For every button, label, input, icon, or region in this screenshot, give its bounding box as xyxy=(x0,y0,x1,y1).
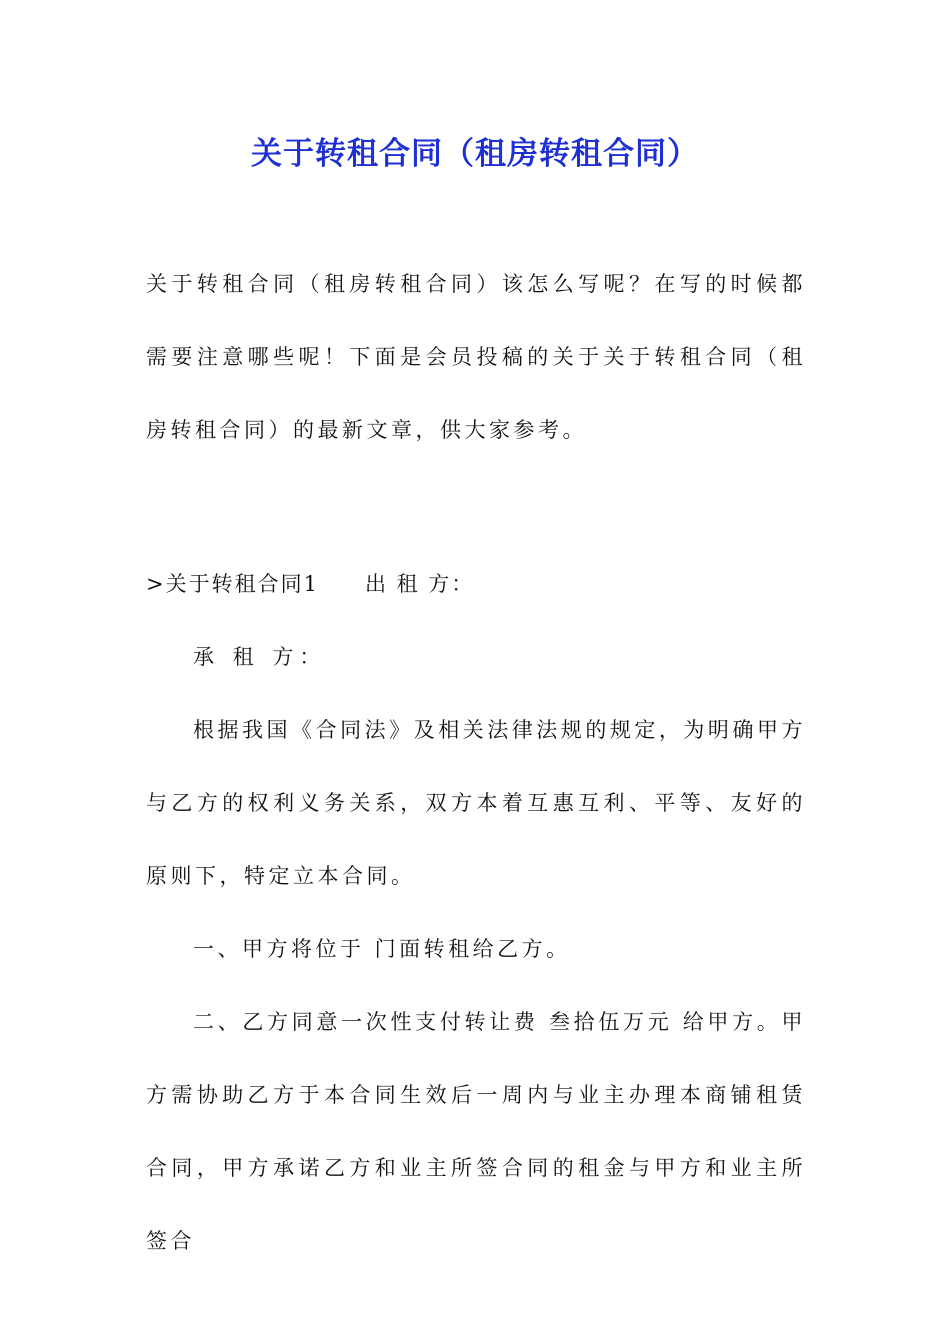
intro-paragraph: 关于转租合同（租房转租合同）该怎么写呢？在写的时候都需要注意哪些呢！下面是会员投稿的关于关于转租合同（租房转租合同）的最新文章，供大家参考。 xyxy=(146,272,806,442)
clause-two: 二、乙方同意一次性支付转让费 叁拾伍万元 给甲方。甲方需协助乙方于本合同生效后一周内与业主办理本商铺租赁合同，甲方承诺乙方和业主所签合同的租金与甲方和业主所签合 xyxy=(146,1010,806,1253)
document-title: 关于转租合同（租房转租合同） xyxy=(251,136,699,172)
basis-paragraph: 根据我国《合同法》及相关法律法规的规定，为明确甲方与乙方的权利义务关系，双方本着互惠互利、平等、友好的原则下，特定立本合同。 xyxy=(146,718,806,888)
lessee-line: 承 租 方： xyxy=(193,645,327,669)
clause-one: 一、甲方将位于 门面转租给乙方。 xyxy=(193,937,571,961)
section-heading: >关于转租合同1 出 租 方： xyxy=(146,572,475,596)
